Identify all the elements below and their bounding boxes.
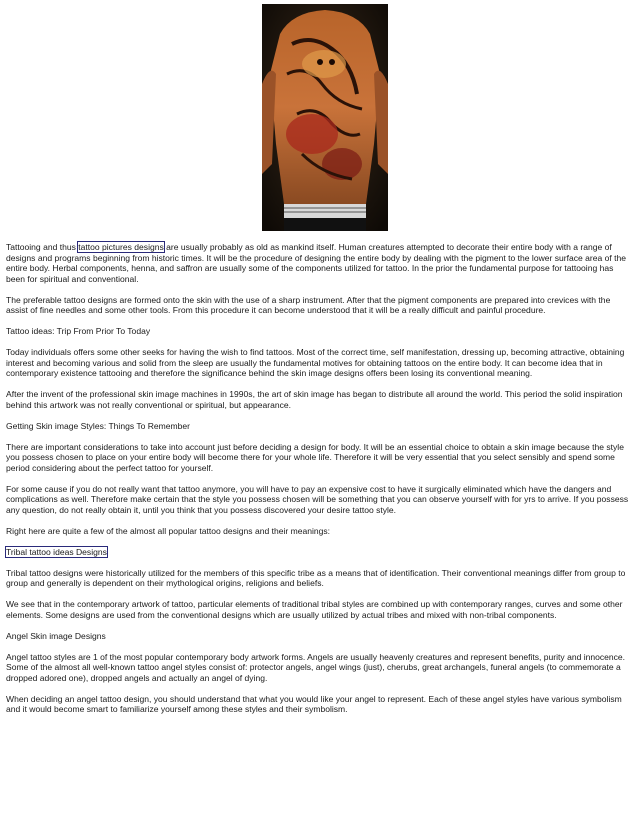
- section-heading: [6, 547, 630, 558]
- paragraph: For some cause if you do not really want that tattoo anymore, you will have to pay an expensive cost to have it surgically eliminated which have the dangers and complications as well. Therefore make certain that the style you possess chosen will be something that you can observe yourself with for yrs to arrive. If you possess any question, do not really obtain it, until you think that you possess discovered your desire tattoo style.: [6, 483, 629, 515]
- paragraph: After the invent of the professional skin image machines in 1990s, the art of skin image has began to distribute all around the world. This period the solid inspiration behind this artwork was not really conventional or spiritual, but appearance.: [6, 389, 623, 410]
- section-heading: Angel Skin image Designs: [6, 630, 106, 641]
- paragraph: Today individuals offers some other seeks for having the wish to find tattoos. Most of the correct time, self manifestation, dressing up, becoming attractive, obtaining interest and becoming various and solid from the sleep are usually the fundamental motives for obtaining tattoos on the entire body. It can become idea that in contemporary existence tattooing and therefore the significance behind the skin image designs offers been losing its conventional meaning.: [6, 347, 625, 378]
- section-heading: Tattoo ideas: Trip From Prior To Today: [6, 326, 151, 336]
- tribal-tattoo-ideas-link[interactable]: Tribal tattoo ideas Designs: [6, 546, 107, 557]
- paragraph: The preferable tattoo designs are formed onto the skin with the use of a sharp instrument. After that the pigment components are prepared into crevices with the assist of fine needles and some other tools. From this procedure it can become understood that it will be a really difficult and painful procedure.: [6, 294, 611, 315]
- tattooed-back-photo-icon: [262, 4, 388, 231]
- paragraph: We see that in the contemporary artwork of tattoo, particular elements of traditional tribal styles are combined up with contemporary ranges, curves and some other elements. Some designs are used from the conventional designs which are usually utilized by actual tribes and mixed with non-tribal components.: [6, 599, 623, 620]
- paragraph-text: Tattooing and thus: [6, 242, 79, 252]
- article-body: [6, 242, 630, 725]
- paragraph: When deciding an angel tattoo design, you should understand that what you would like your angel to represent. Each of these angel styles have various symbolism and it would become smart to familiarize yourself among these styles and their symbolism.: [6, 693, 622, 714]
- section-heading: Getting Skin image Styles: Things To Remember: [6, 420, 190, 431]
- paragraph: [6, 242, 630, 284]
- tattoo-photo: [262, 4, 388, 231]
- paragraph: There are important considerations to take into account just before deciding a design for body. It will be an essential choice to obtain a skin image because the style you possess chosen to place on your entire body will become there for your whole life. Therefore it will be very essential that you select sensibly and spend some period considering about the perfect tattoo for yourself.: [6, 441, 624, 473]
- paragraph: Angel tattoo styles are 1 of the most popular contemporary body artwork forms. Angels are usually heavenly creatures and represent benefits, purity and innocence. Some of the almost all well-known tattoo angel styles consist of: protector angels, angel wings (just), cherubs, great archangels, funeral angels (to commemorate a dropped adored one), dropped angels and actually an angel of dying.: [6, 651, 626, 683]
- paragraph: Tribal tattoo designs were historically utilized for the members of this specific tribe as a means that of identification. Their conventional meanings differ from group to group and generally is dependent on their mythological origins, religions and beliefs.: [6, 567, 626, 588]
- paragraph: Right here are quite a few of the almost all popular tattoo designs and their meanings:: [6, 525, 331, 536]
- paragraph-text: are usually probably as old as mankind itself. Human creatures attempted to decorate their entire body with a range of designs and programs beginning from historic times. It will be the procedure of designing the entire body by dealing with the pigment to the lower surface area of the entire body. Herbal components, henna, and saffron are usually some of the components utilized for tattoo. In the prior the fundamental purpose for tattooing has been for spiritual and conventional.: [6, 242, 627, 284]
- tattoo-pictures-designs-link[interactable]: tattoo pictures designs: [78, 242, 164, 252]
